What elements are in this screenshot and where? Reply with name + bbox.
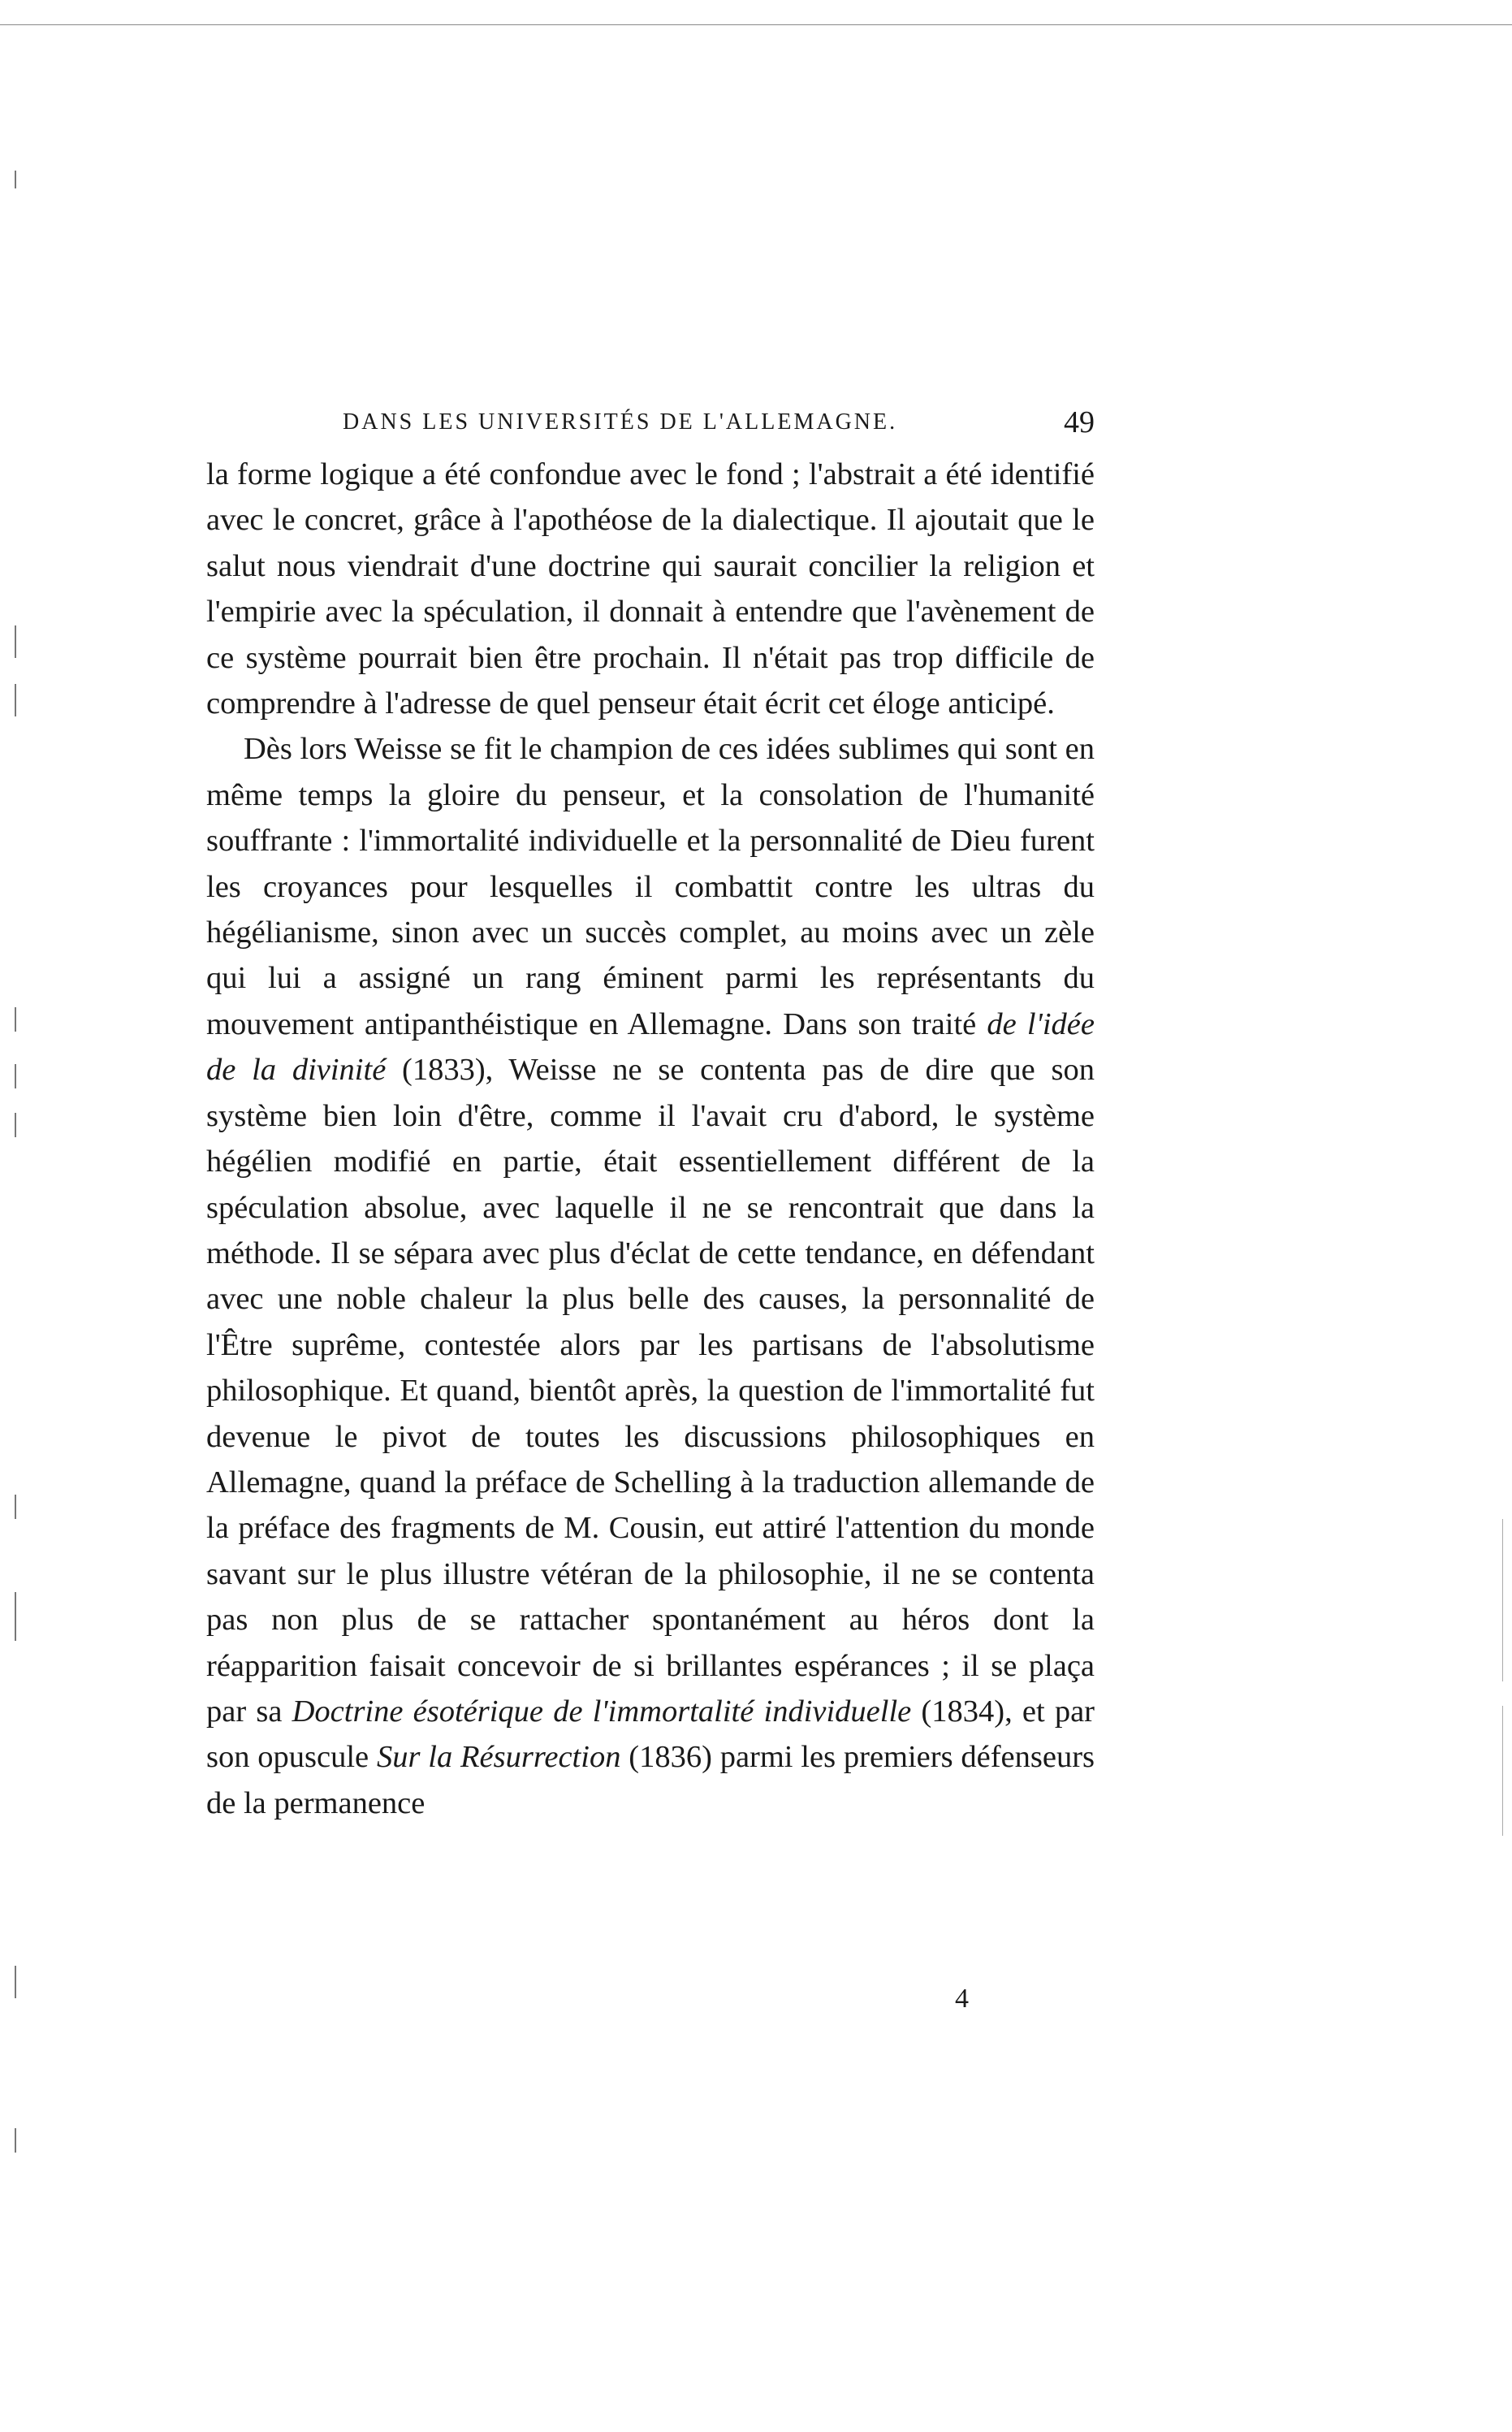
page-number: 49 [1064,405,1095,439]
body-text [206,452,1095,1826]
running-title: DANS LES UNIVERSITÉS DE L'ALLEMAGNE. [343,409,898,435]
paragraph [206,726,1095,1826]
scan-margin-mark [15,1064,16,1088]
scan-edge-line [0,24,1512,25]
scan-margin-mark [15,1592,16,1641]
text-run: (1834), et par son opuscule [206,1694,1095,1775]
text-run: Dès lors Weisse se fit le champion de ces idées sublimes qui sont en même temps la gloire du penseur, et la consolation de l'humanité souffrante : l'immortalité individuelle et la personnalité de Dieu furent les croyances pour lesquelles il combattit contre les ultras du hégélianisme, sinon avec un succès complet, au moins avec un zèle qui lui a assigné un rang éminent parmi les représentants du mouvement antipanthéistique en Allemagne. Dans son traité [206,732,1095,1041]
scan-margin-mark [15,171,16,188]
scan-margin-mark [15,1007,16,1032]
scan-margin-mark [15,1966,16,1998]
scan-margin-mark [15,1113,16,1137]
scan-margin-mark [15,684,16,716]
scan-margin-mark [15,2128,16,2153]
text-run: la forme logique a été confondue avec le fond ; l'abstrait a été identifié avec le concret, grâce à l'apothéose de la dialectique. Il ajoutait que le salut nous viendrait d'une doctrine qui saurait concilier la religion et l'empirie avec la spéculation, il donnait à entendre que l'avènement de ce système pourrait bien être prochain. Il n'était pas trop difficile de comprendre à l'adresse de quel penseur était écrit cet éloge anticipé. [206,457,1095,721]
running-head [206,405,1095,450]
scan-margin-mark [15,1495,16,1519]
text-run: (1836) parmi les premiers défenseurs de la permanence [206,1740,1095,1820]
italic-title: Doctrine ésotérique de l'immortalité individuelle [292,1694,912,1729]
signature-mark: 4 [955,1984,969,2014]
scan-margin-mark [1502,1519,1503,1681]
paragraph [206,452,1095,726]
italic-title: Sur la Résurrection [376,1740,621,1775]
italic-title: de l'idée de la divinité [206,1006,1095,1088]
text-run: (1833), Weisse ne se contenta pas de dire que son système bien loin d'être, comme il l'avait cru d'abord, le système hégélien modifié en partie, était essentiellement différent de la spéculation absolue, avec laquelle il ne se rencontrait que dans la méthode. Il se sépara avec plus d'éclat de cette tendance, en défendant avec une noble chaleur la plus belle des causes, la personnalité de l'Être suprême, contestée alors par les partisans de l'absolutisme philosophique. Et quand, bientôt après, la question de l'immortalité fut devenue le pivot de toutes les discussions philosophiques en Allemagne, quand la préface de Schelling à la traduction allemande de la préface des fragments de M. Cousin, eut attiré l'attention du monde savant sur le plus illustre vétéran de la philosophie, il ne se contenta pas non plus de se rattacher spontanément au héros dont la réapparition faisait concevoir de si brillantes espérances ; il se plaça par sa [206,1053,1095,1729]
scan-margin-mark [15,625,16,658]
scan-margin-mark [1502,1706,1503,1836]
